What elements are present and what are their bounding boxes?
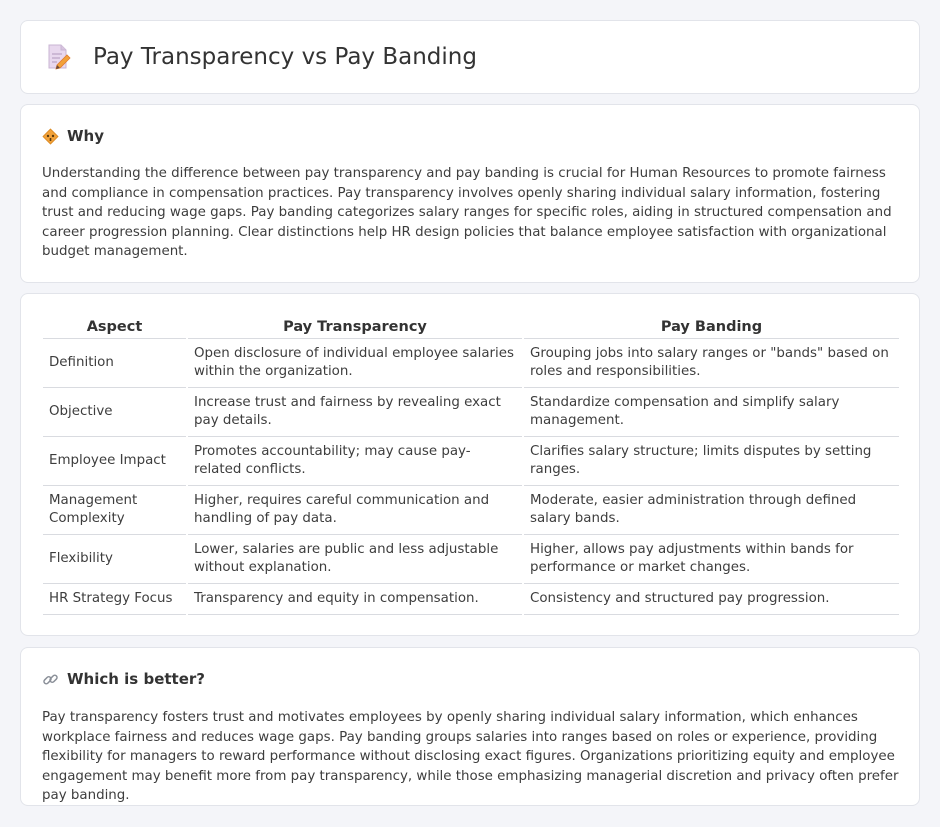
why-section (20, 104, 920, 283)
table-row (43, 534, 899, 583)
pay-banding-cell: Moderate, easier administration through defined salary bands. (523, 485, 899, 534)
comparison-table (43, 316, 899, 615)
pay-transparency-cell: Promotes accountability; may cause pay-related conflicts. (187, 436, 523, 485)
which-is-better-body: Pay transparency fosters trust and motivates employees by openly sharing individual salary information, which enhances workplace fairness and reduces wage gaps. Pay banding groups salaries into ranges based on roles or experience, providing flexibility for managers to reward performance without disclosing exact figures. Organizations prioritizing equity and employee engagement may benefit more from pay transparency, while those emphasizing managerial discretion and privacy often prefer pay banding. (42, 710, 899, 804)
pay-banding-cell: Grouping jobs into salary ranges or "bands" based on roles and responsibilities. (523, 338, 899, 387)
table-row (43, 436, 899, 485)
pay-transparency-cell: Transparency and equity in compensation. (187, 583, 523, 614)
table-row (43, 583, 899, 614)
table-header-row (43, 316, 899, 338)
pay-transparency-cell: Higher, requires careful communication and handling of pay data. (187, 485, 523, 534)
why-body: Understanding the difference between pay transparency and pay banding is crucial for Human Resources to promote fairness and compliance in compensation practices. Pay transparency involves openly sharing individual salary information, fostering trust and reducing wage gaps. Pay banding categorizes salary ranges for specific roles, aiding in structured compensation and career progression planning. Clear distinctions help HR design policies that balance employee satisfaction with organizational budget management. (42, 166, 892, 260)
page-title: Pay Transparency vs Pay Banding (93, 44, 477, 70)
pay-banding-cell: Higher, allows pay adjustments within bands for performance or market changes. (523, 534, 899, 583)
pay-banding-cell: Clarifies salary structure; limits disputes by setting ranges. (523, 436, 899, 485)
column-header-aspect: Aspect (43, 316, 187, 338)
aspect-cell: Employee Impact (43, 436, 187, 485)
column-header-pay-banding: Pay Banding (523, 316, 899, 338)
pay-transparency-cell: Lower, salaries are public and less adjustable without explanation. (187, 534, 523, 583)
aspect-cell: Flexibility (43, 534, 187, 583)
link-icon (42, 671, 59, 688)
table-row (43, 485, 899, 534)
title-card (20, 20, 920, 94)
pay-transparency-cell: Increase trust and fairness by revealing exact pay details. (187, 387, 523, 436)
diamond-warning-icon (42, 128, 59, 145)
comparison-section (20, 293, 920, 636)
document-pencil-icon (46, 43, 72, 71)
aspect-cell: Management Complexity (43, 485, 187, 534)
which-is-better-section (20, 647, 920, 806)
pay-transparency-cell: Open disclosure of individual employee salaries within the organization. (187, 338, 523, 387)
pay-banding-cell: Consistency and structured pay progression. (523, 583, 899, 614)
aspect-cell: Definition (43, 338, 187, 387)
aspect-cell: Objective (43, 387, 187, 436)
why-heading: Why (67, 127, 105, 145)
column-header-pay-transparency: Pay Transparency (187, 316, 523, 338)
table-row (43, 387, 899, 436)
table-row (43, 338, 899, 387)
aspect-cell: HR Strategy Focus (43, 583, 187, 614)
which-is-better-heading: Which is better? (67, 670, 205, 688)
pay-banding-cell: Standardize compensation and simplify salary management. (523, 387, 899, 436)
